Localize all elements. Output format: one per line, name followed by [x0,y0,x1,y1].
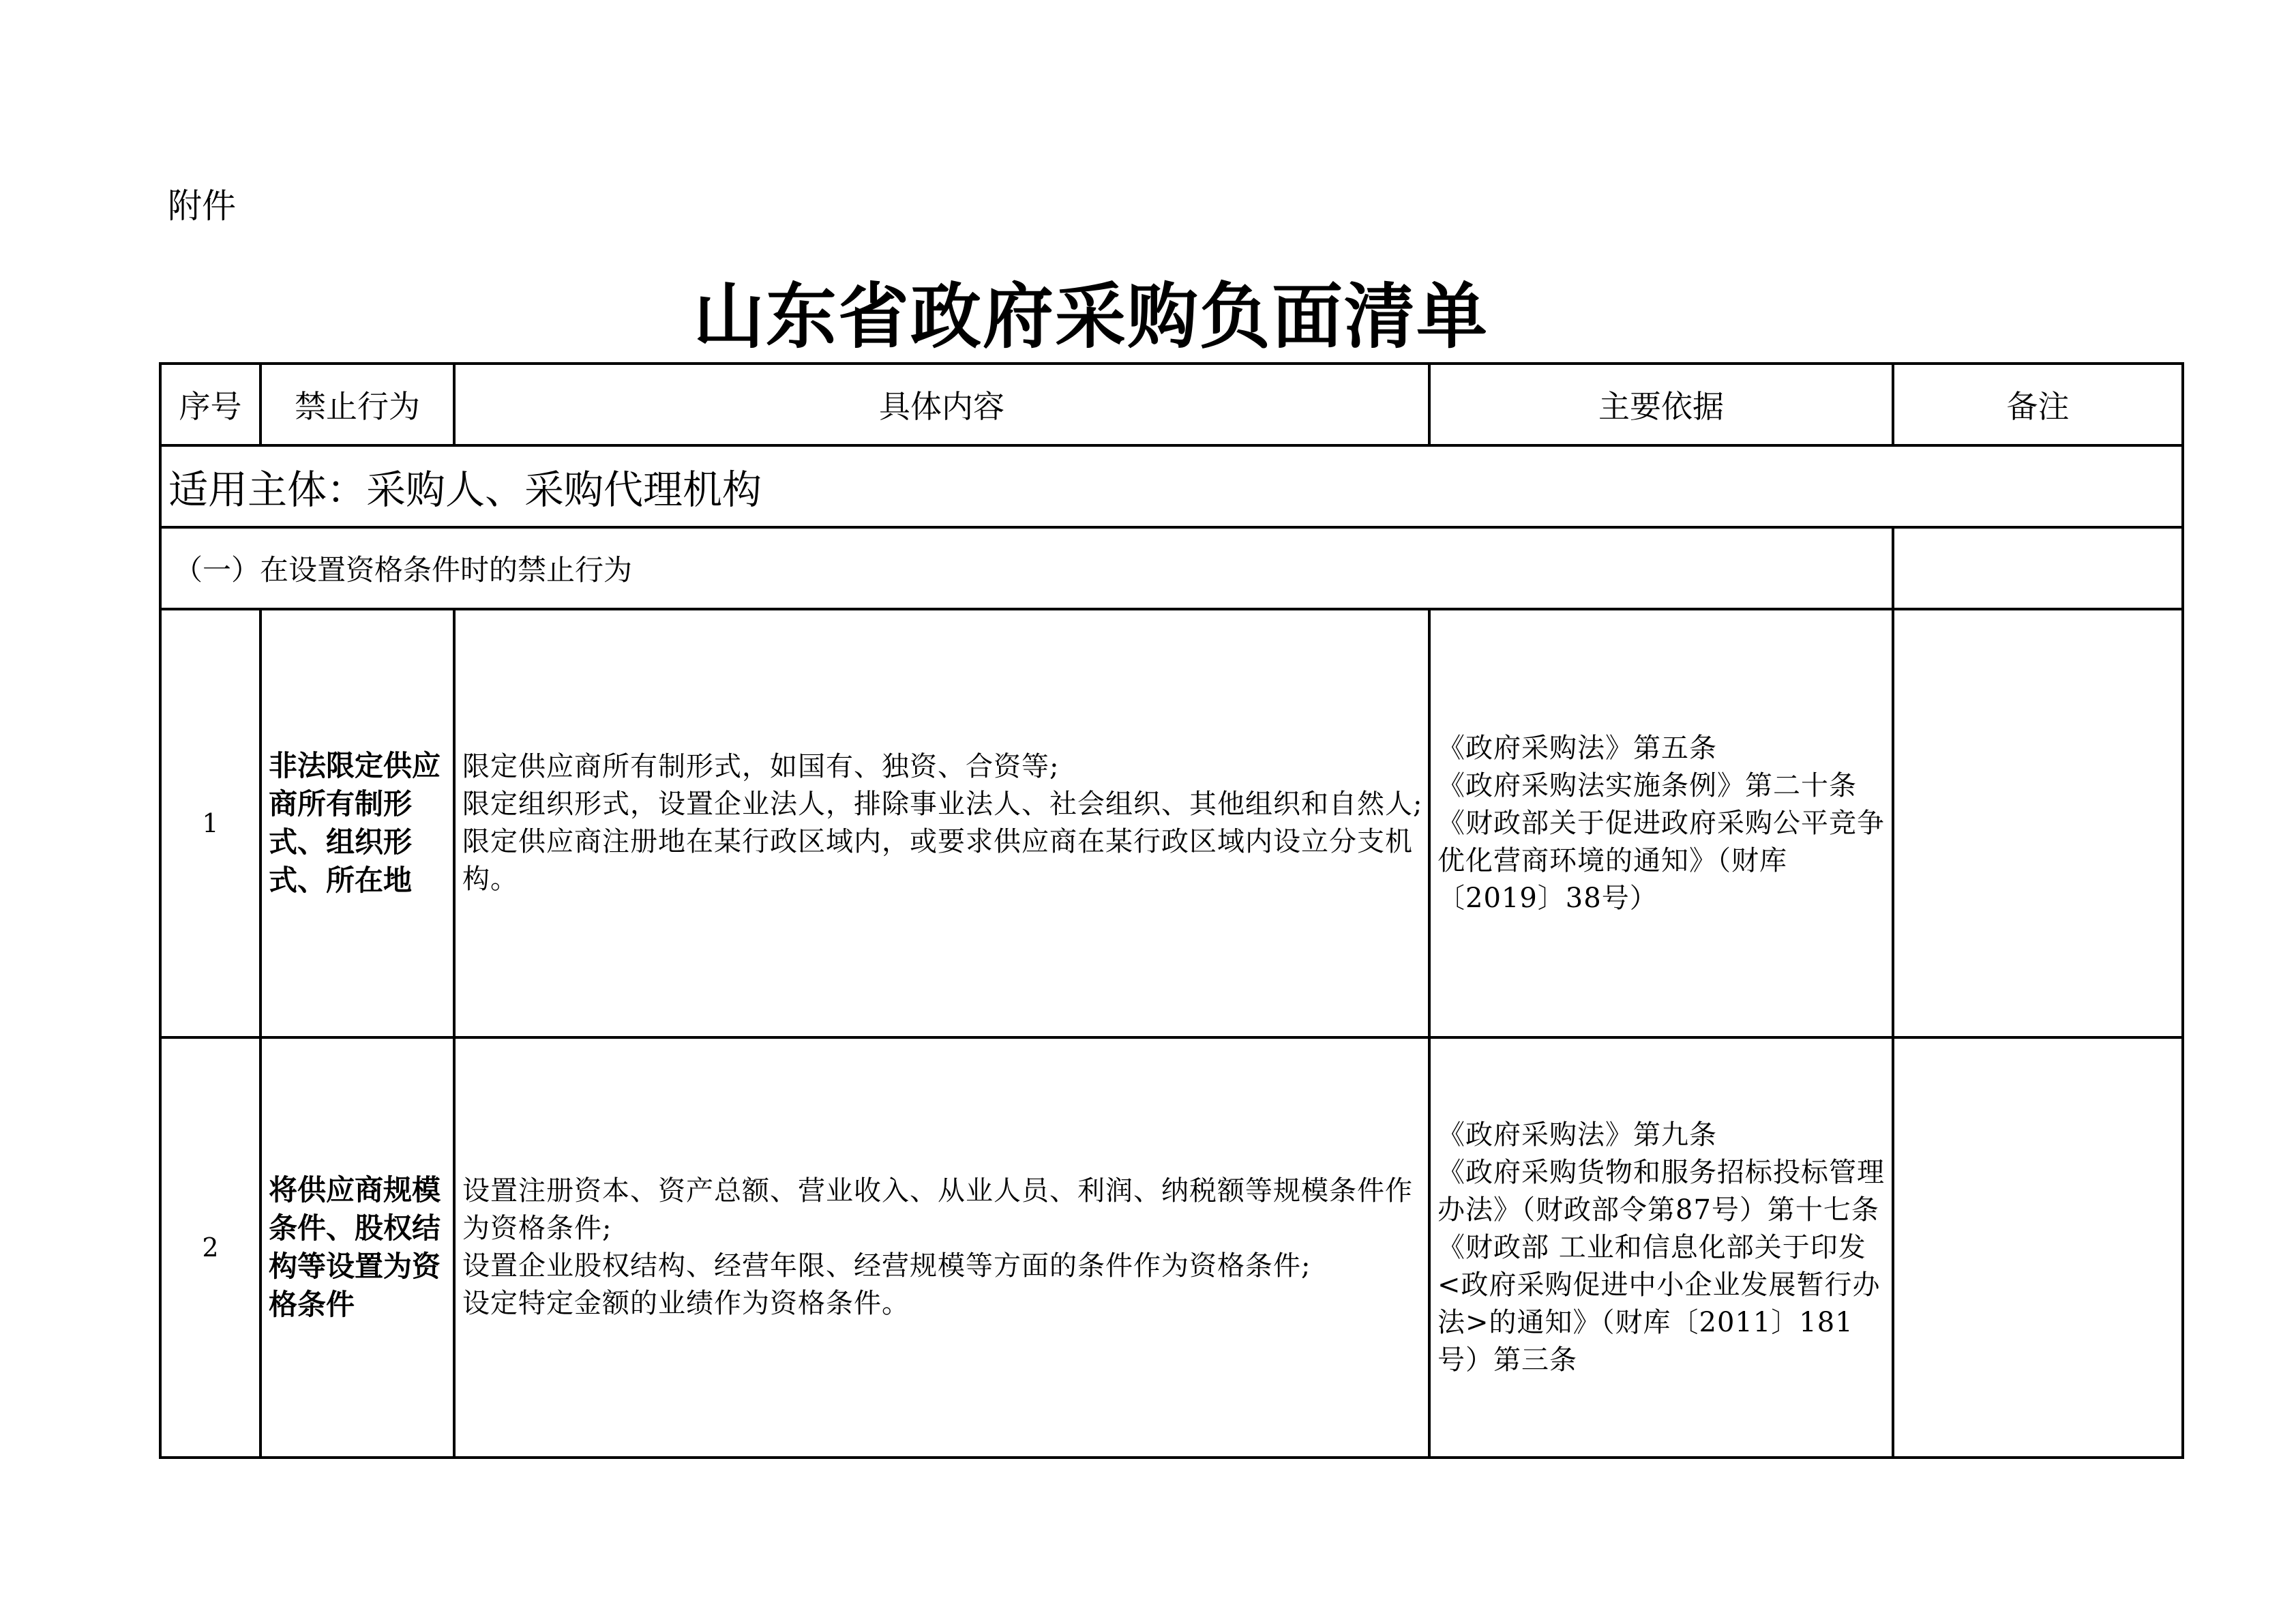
basis-line: 《政府采购法》第五条 [1437,732,1717,764]
row-content [454,609,1429,1037]
basis-line: 《财政部 工业和信息化部关于印发<政府采购促进中小企业发展暂行办法>的通知》（财库〔2011〕181号）第三条 [1437,1231,1881,1376]
row-remark [1893,1037,2183,1458]
row-remark [1893,609,2183,1037]
row-basis [1429,1037,1893,1458]
content-line: 设定特定金额的业绩作为资格条件。 [462,1288,910,1319]
applicable-subject: 适用主体：采购人、采购代理机构 [160,445,2183,527]
row-basis [1429,609,1893,1037]
content-line: 限定供应商注册地在某行政区域内，或要求供应商在某行政区域内设立分支机构。 [462,826,1413,895]
table-header-row [160,364,2183,445]
section-remark-cell [1893,527,2183,609]
header-remark: 备注 [1893,364,2183,445]
header-seq: 序号 [160,364,260,445]
subject-row [160,445,2183,527]
basis-line: 《政府采购法》第九条 [1437,1119,1717,1151]
row-content [454,1037,1429,1458]
section-row [160,527,2183,609]
row-seq: 1 [160,609,260,1037]
header-basis: 主要依据 [1429,364,1893,445]
header-act: 禁止行为 [260,364,454,445]
content-line: 限定组织形式，设置企业法人，排除事业法人、社会组织、其他组织和自然人; [462,788,1423,820]
table-row [160,609,2183,1037]
negative-list-table [159,362,2184,1459]
page-title: 山东省政府采购负面清单 [693,274,1489,358]
row-prohibited-act: 将供应商规模条件、股权结构等设置为资格条件 [260,1037,454,1458]
basis-line: 《政府采购货物和服务招标投标管理办法》（财政部令第87号）第十七条 [1437,1156,1885,1226]
basis-line: 《财政部关于促进政府采购公平竞争优化营商环境的通知》（财库〔2019〕38号） [1437,807,1885,914]
content-line: 设置企业股权结构、经营年限、经营规模等方面的条件作为资格条件; [462,1250,1311,1282]
attachment-label: 附件 [168,186,236,226]
basis-line: 《政府采购法实施条例》第二十条 [1437,769,1857,801]
section-heading: （一）在设置资格条件时的禁止行为 [160,527,1893,609]
content-line: 限定供应商所有制形式，如国有、独资、合资等; [462,751,1060,782]
content-line: 设置注册资本、资产总额、营业收入、从业人员、利润、纳税额等规模条件作为资格条件; [462,1175,1413,1244]
row-seq: 2 [160,1037,260,1458]
row-prohibited-act: 非法限定供应商所有制形式、组织形式、所在地 [260,609,454,1037]
header-content: 具体内容 [454,364,1429,445]
table-row [160,1037,2183,1458]
